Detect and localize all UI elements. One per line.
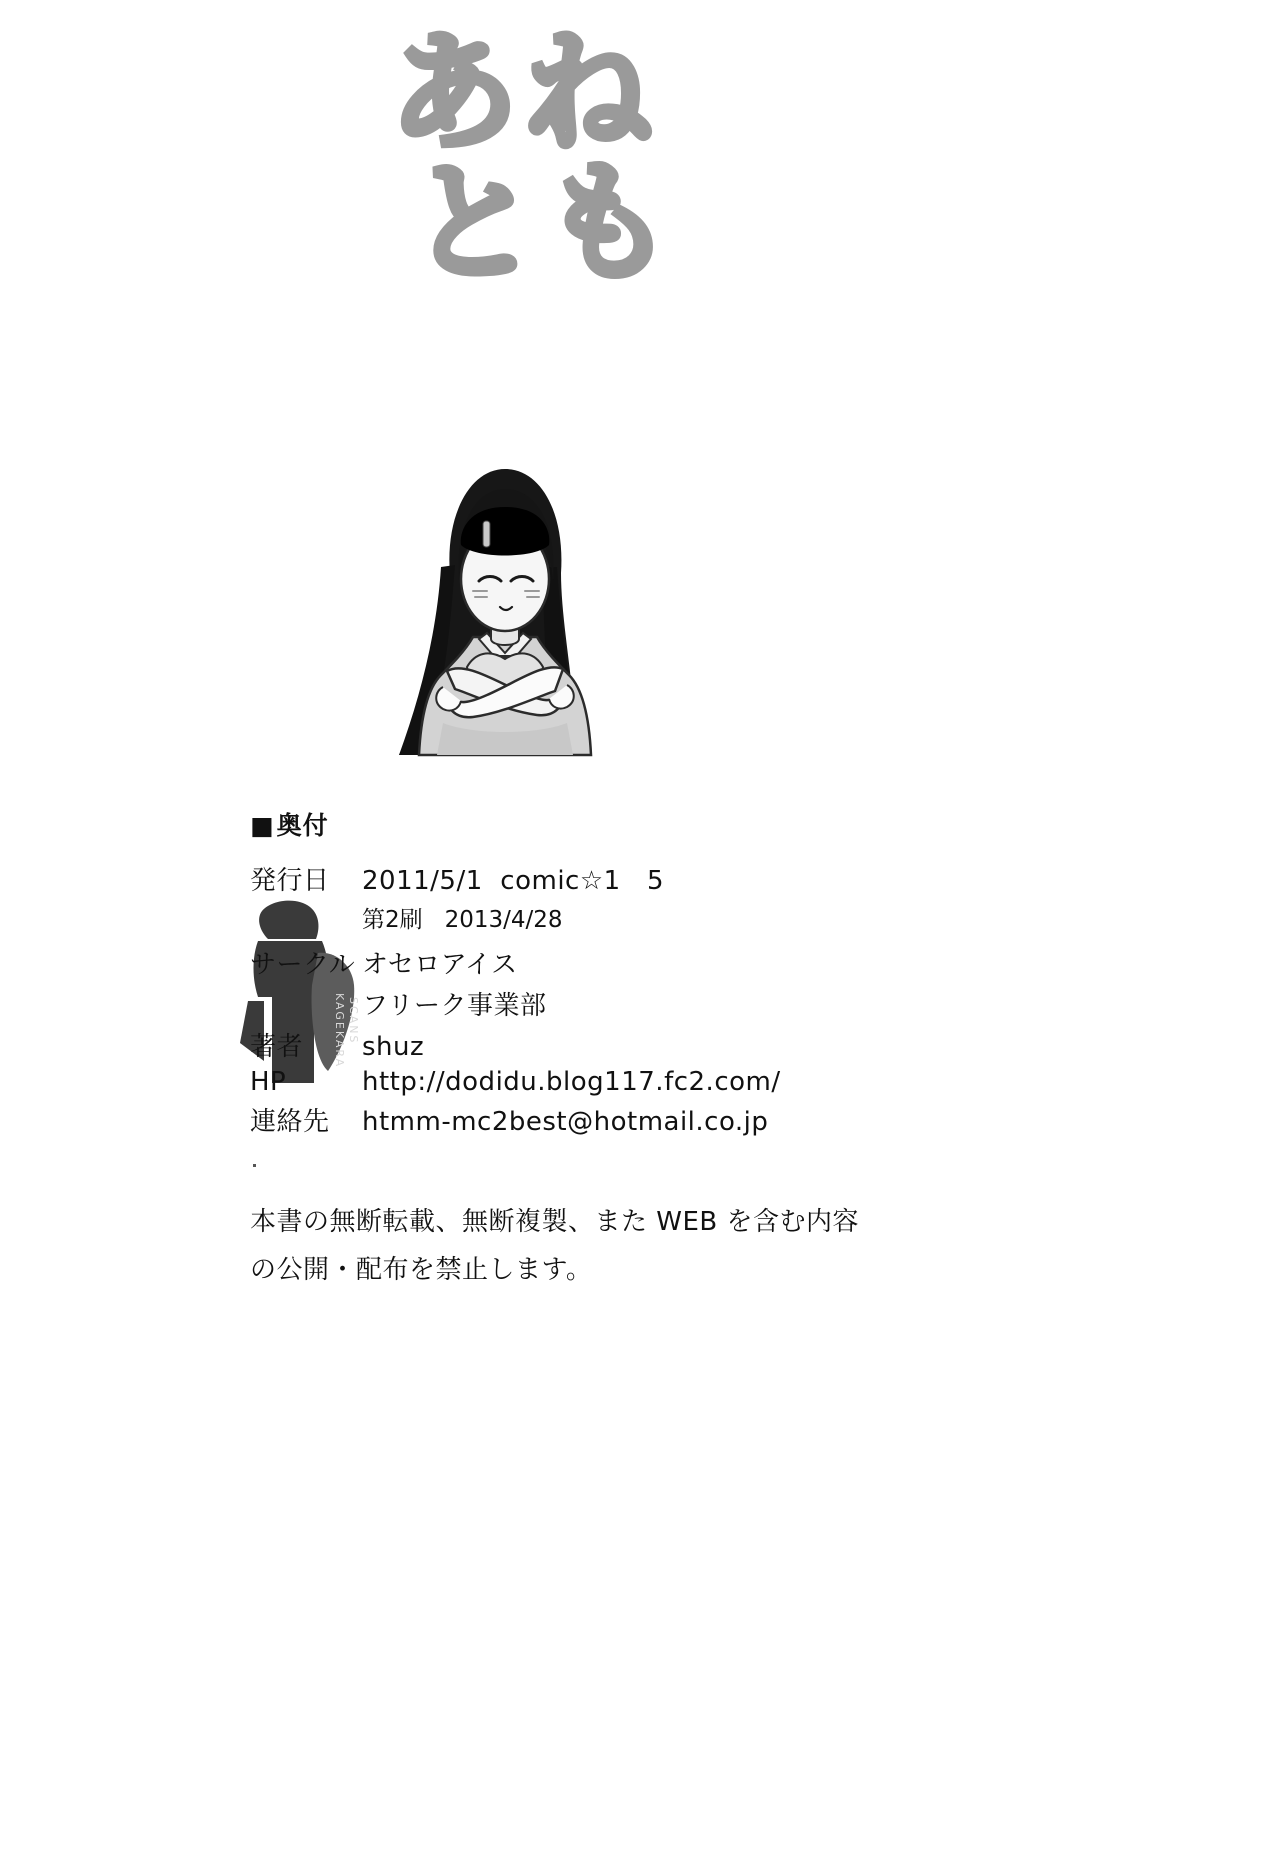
svg-text:KAGEKARA: KAGEKARA	[333, 993, 346, 1069]
colophon-label-homepage: HP	[250, 1067, 287, 1097]
character-illustration	[355, 455, 655, 775]
colophon-label-circle: サークル	[250, 950, 356, 980]
title-line-2: とも	[410, 149, 679, 298]
colophon-row-author	[250, 1026, 1070, 1063]
colophon-label-author: 著者	[250, 1032, 304, 1062]
colophon-value-circle: オセロアイス	[362, 950, 518, 980]
colophon-row-circle-sub	[250, 985, 1070, 1022]
colophon-label-pubdate: 発行日	[250, 866, 330, 896]
colophon-heading	[250, 806, 1070, 842]
colophon-value-author: shuz	[362, 1032, 425, 1062]
colophon-label-contact: 連絡先	[250, 1107, 330, 1137]
colophon-block	[250, 806, 1070, 1150]
notice-line-1: 本書の無断転載、無断複製、また WEB を含む内容	[250, 1207, 860, 1237]
copyright-notice	[250, 1198, 1030, 1294]
colophon-row-pubdate	[250, 860, 1070, 897]
colophon-row-circle	[250, 944, 1070, 981]
colophon-row-contact[interactable]	[250, 1101, 1070, 1138]
colophon-print-run: 第2刷 2013/4/28	[362, 907, 563, 933]
svg-text:SCANS: SCANS	[347, 997, 360, 1045]
cover-title	[390, 19, 690, 320]
colophon-heading-label: 奥付	[276, 811, 329, 840]
colophon-row-homepage[interactable]	[250, 1067, 1070, 1097]
colophon-value-homepage[interactable]: http://dodidu.blog117.fc2.com/	[362, 1067, 781, 1097]
notice-line-2: の公開・配布を禁止します。	[250, 1255, 593, 1286]
colophon-value-pubdate: 2011/5/1 comic☆1 5	[362, 866, 665, 896]
square-bullet-icon: ■	[250, 811, 275, 840]
title-line-1: あね	[390, 19, 659, 168]
colophon-value-contact[interactable]: htmm-mc2best@hotmail.co.jp	[362, 1107, 769, 1137]
colophon-value-circle-sub: フリーク事業部	[362, 991, 547, 1021]
stray-dot	[253, 1164, 256, 1167]
